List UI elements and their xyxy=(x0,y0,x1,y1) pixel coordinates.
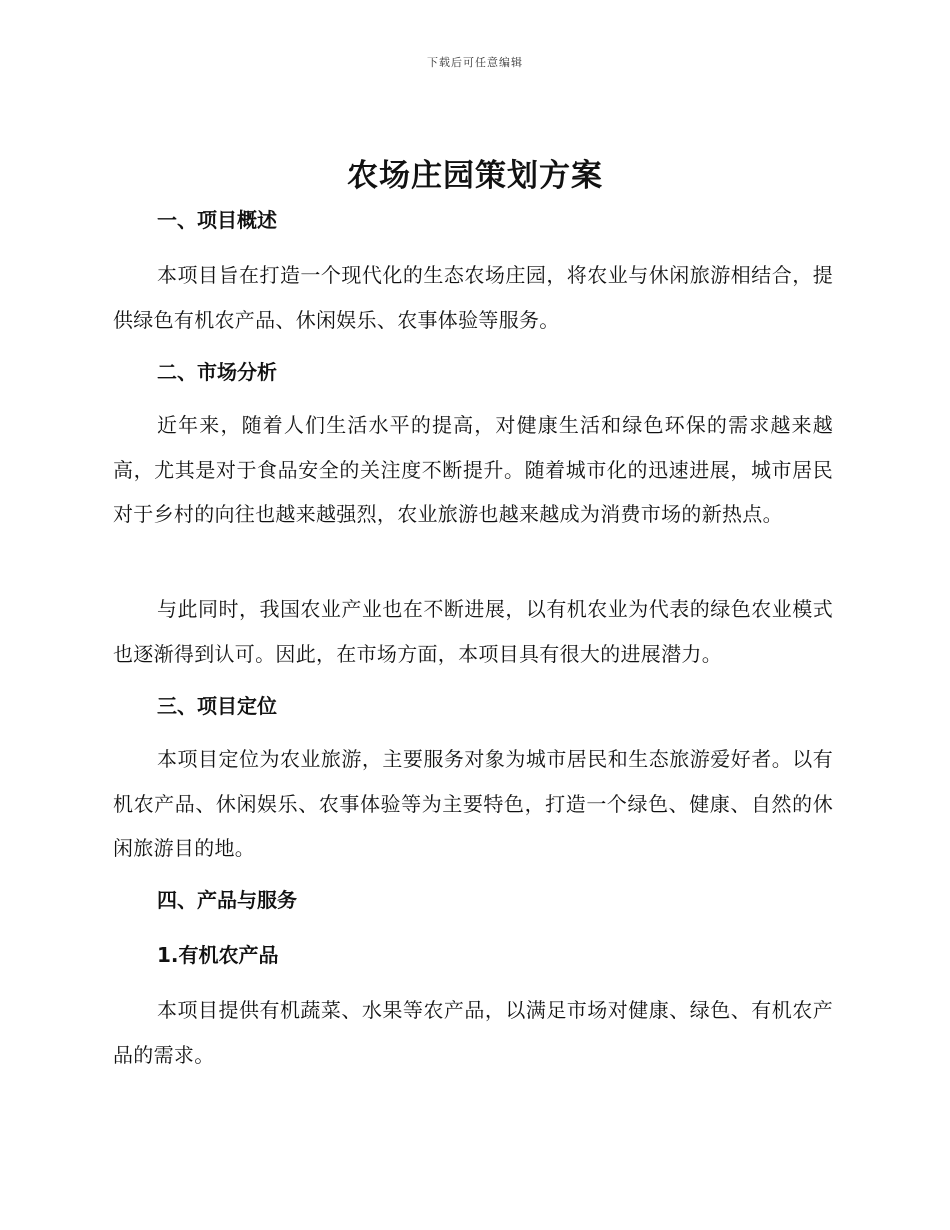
section-heading-positioning: 三、项目定位 xyxy=(157,694,277,718)
header-note: 下载后可任意编辑 xyxy=(427,56,523,69)
section-heading-market: 二、市场分析 xyxy=(157,360,277,384)
paragraph-positioning: 本项目定位为农业旅游，主要服务对象为城市居民和生态旅游爱好者。以有机农产品、休闲娱乐、农事体验等为主要特色，打造一个绿色、健康、自然的休闲旅游目的地。 xyxy=(113,747,833,860)
paragraph-overview: 本项目旨在打造一个现代化的生态农场庄园，将农业与休闲旅游相结合，提供绿色有机农产品、休闲娱乐、农事体验等服务。 xyxy=(113,263,833,332)
section-heading-products: 四、产品与服务 xyxy=(157,888,297,912)
document-title: 农场庄园策划方案 xyxy=(347,158,603,194)
section-heading-overview: 一、项目概述 xyxy=(157,208,277,232)
paragraph-market-1: 近年来，随着人们生活水平的提高，对健康生活和绿色环保的需求越来越高，尤其是对于食品安全的关注度不断提升。随着城市化的迅速进展，城市居民对于乡村的向往也越来越强烈，农业旅游也越来越成为消费市场的新热点。 xyxy=(113,413,833,526)
paragraph-market-2: 与此同时，我国农业产业也在不断进展，以有机农业为代表的绿色农业模式也逐渐得到认可。因此，在市场方面，本项目具有很大的进展潜力。 xyxy=(113,597,833,666)
subsection-heading-organic-products: 1.有机农产品 xyxy=(157,943,279,967)
paragraph-organic-products: 本项目提供有机蔬菜、水果等农产品，以满足市场对健康、绿色、有机农产品的需求。 xyxy=(113,998,833,1067)
